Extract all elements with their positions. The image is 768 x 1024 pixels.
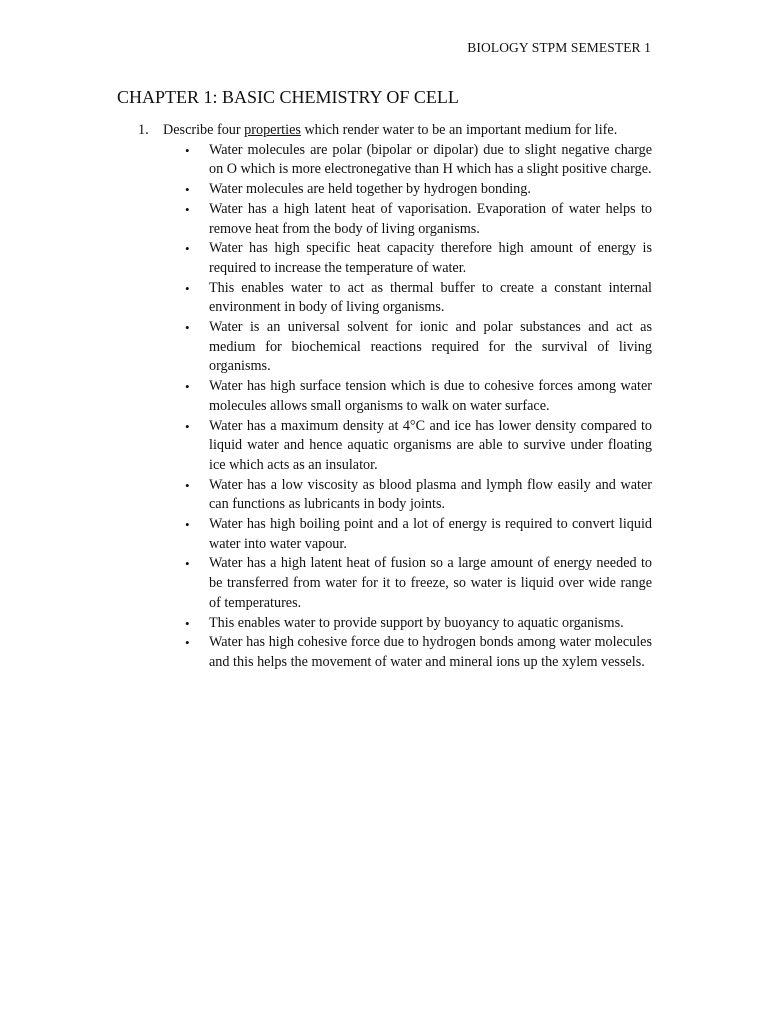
bullet-text: This enables water to provide support by buoyancy to aquatic organisms. — [209, 614, 624, 631]
bullet-text: Water molecules are polar (bipolar or dipolar) due to slight negative charge on O which is more electronegative than H which has a slight positive charge. — [209, 141, 652, 178]
bullet-dot-icon: • — [185, 477, 190, 493]
bullet-text: Water has high boiling point and a lot of energy is required to convert liquid water into water vapour. — [209, 516, 652, 552]
answer-bullet-item — [185, 318, 652, 377]
bullet-dot-icon: • — [185, 635, 190, 651]
answer-bullet-item — [185, 633, 652, 672]
answer-bullet-item — [185, 377, 652, 416]
bullet-dot-icon: • — [185, 280, 190, 296]
bullet-text: Water molecules are held together by hydrogen bonding. — [209, 181, 531, 198]
bullet-dot-icon: • — [185, 182, 190, 198]
bullet-text: Water has a low viscosity as blood plasma and lymph flow easily and water can functions as lubricants in body joints. — [209, 476, 652, 513]
answer-bullet-item — [185, 141, 652, 180]
bullet-text: Water has high cohesive force due to hydrogen bonds among water molecules and this helps the movement of water and mineral ions up the xylem vessels. — [209, 634, 652, 670]
answer-bullet-item — [185, 417, 652, 476]
running-header: BIOLOGY STPM SEMESTER 1 — [467, 40, 651, 55]
bullet-text: Water has a high latent heat of vaporisation. Evaporation of water helps to remove heat from the body of living organisms. — [209, 200, 652, 237]
answer-bullet-item — [185, 239, 652, 278]
bullet-dot-icon: • — [185, 241, 190, 257]
question-block — [117, 121, 652, 673]
answer-bullet-item — [185, 279, 652, 318]
question-underlined-word: properties — [244, 122, 301, 138]
bullet-dot-icon: • — [185, 201, 190, 217]
bullet-text: Water has high specific heat capacity therefore high amount of energy is required to increase the temperature of water. — [209, 240, 652, 276]
bullet-dot-icon: • — [185, 556, 190, 572]
bullet-text: Water has high surface tension which is due to cohesive forces among water molecules allows small organisms to walk on water surface. — [209, 378, 652, 414]
chapter-title: CHAPTER 1: BASIC CHEMISTRY OF CELL — [117, 87, 459, 107]
question-text — [163, 121, 652, 141]
question-text-after: which render water to be an important medium for life. — [300, 122, 618, 138]
answer-bullet-item — [185, 200, 652, 239]
answer-bullet-item — [185, 614, 652, 634]
bullet-dot-icon: • — [185, 320, 190, 336]
question-number: 1. — [138, 122, 149, 138]
bullet-text: Water is an universal solvent for ionic and polar substances and act as medium for biochemical reactions required for the survival of living organisms. — [209, 319, 652, 375]
answer-bullet-item — [185, 554, 652, 613]
bullet-dot-icon: • — [185, 142, 190, 158]
bullet-text: Water has a high latent heat of fusion so a large amount of energy needed to be transferred from water for it to freeze, so water is liquid over wide range of temperatures. — [209, 555, 652, 611]
bullet-dot-icon: • — [185, 615, 190, 631]
question-text-before: Describe four — [163, 122, 245, 138]
bullet-text: Water has a maximum density at 4°C and ice has lower density compared to liquid water and hence aquatic organisms are able to survive under floating ice which acts as an insulator. — [209, 417, 652, 473]
bullet-dot-icon: • — [185, 517, 190, 533]
answer-bullet-item — [185, 476, 652, 515]
question-prompt — [117, 121, 652, 141]
answer-bullet-list — [117, 141, 652, 673]
answer-bullet-item — [185, 515, 652, 554]
answer-bullet-item — [185, 180, 652, 200]
bullet-dot-icon: • — [185, 418, 190, 434]
bullet-text: This enables water to act as thermal buffer to create a constant internal environment in body of living organisms. — [209, 279, 652, 316]
bullet-dot-icon: • — [185, 379, 190, 395]
